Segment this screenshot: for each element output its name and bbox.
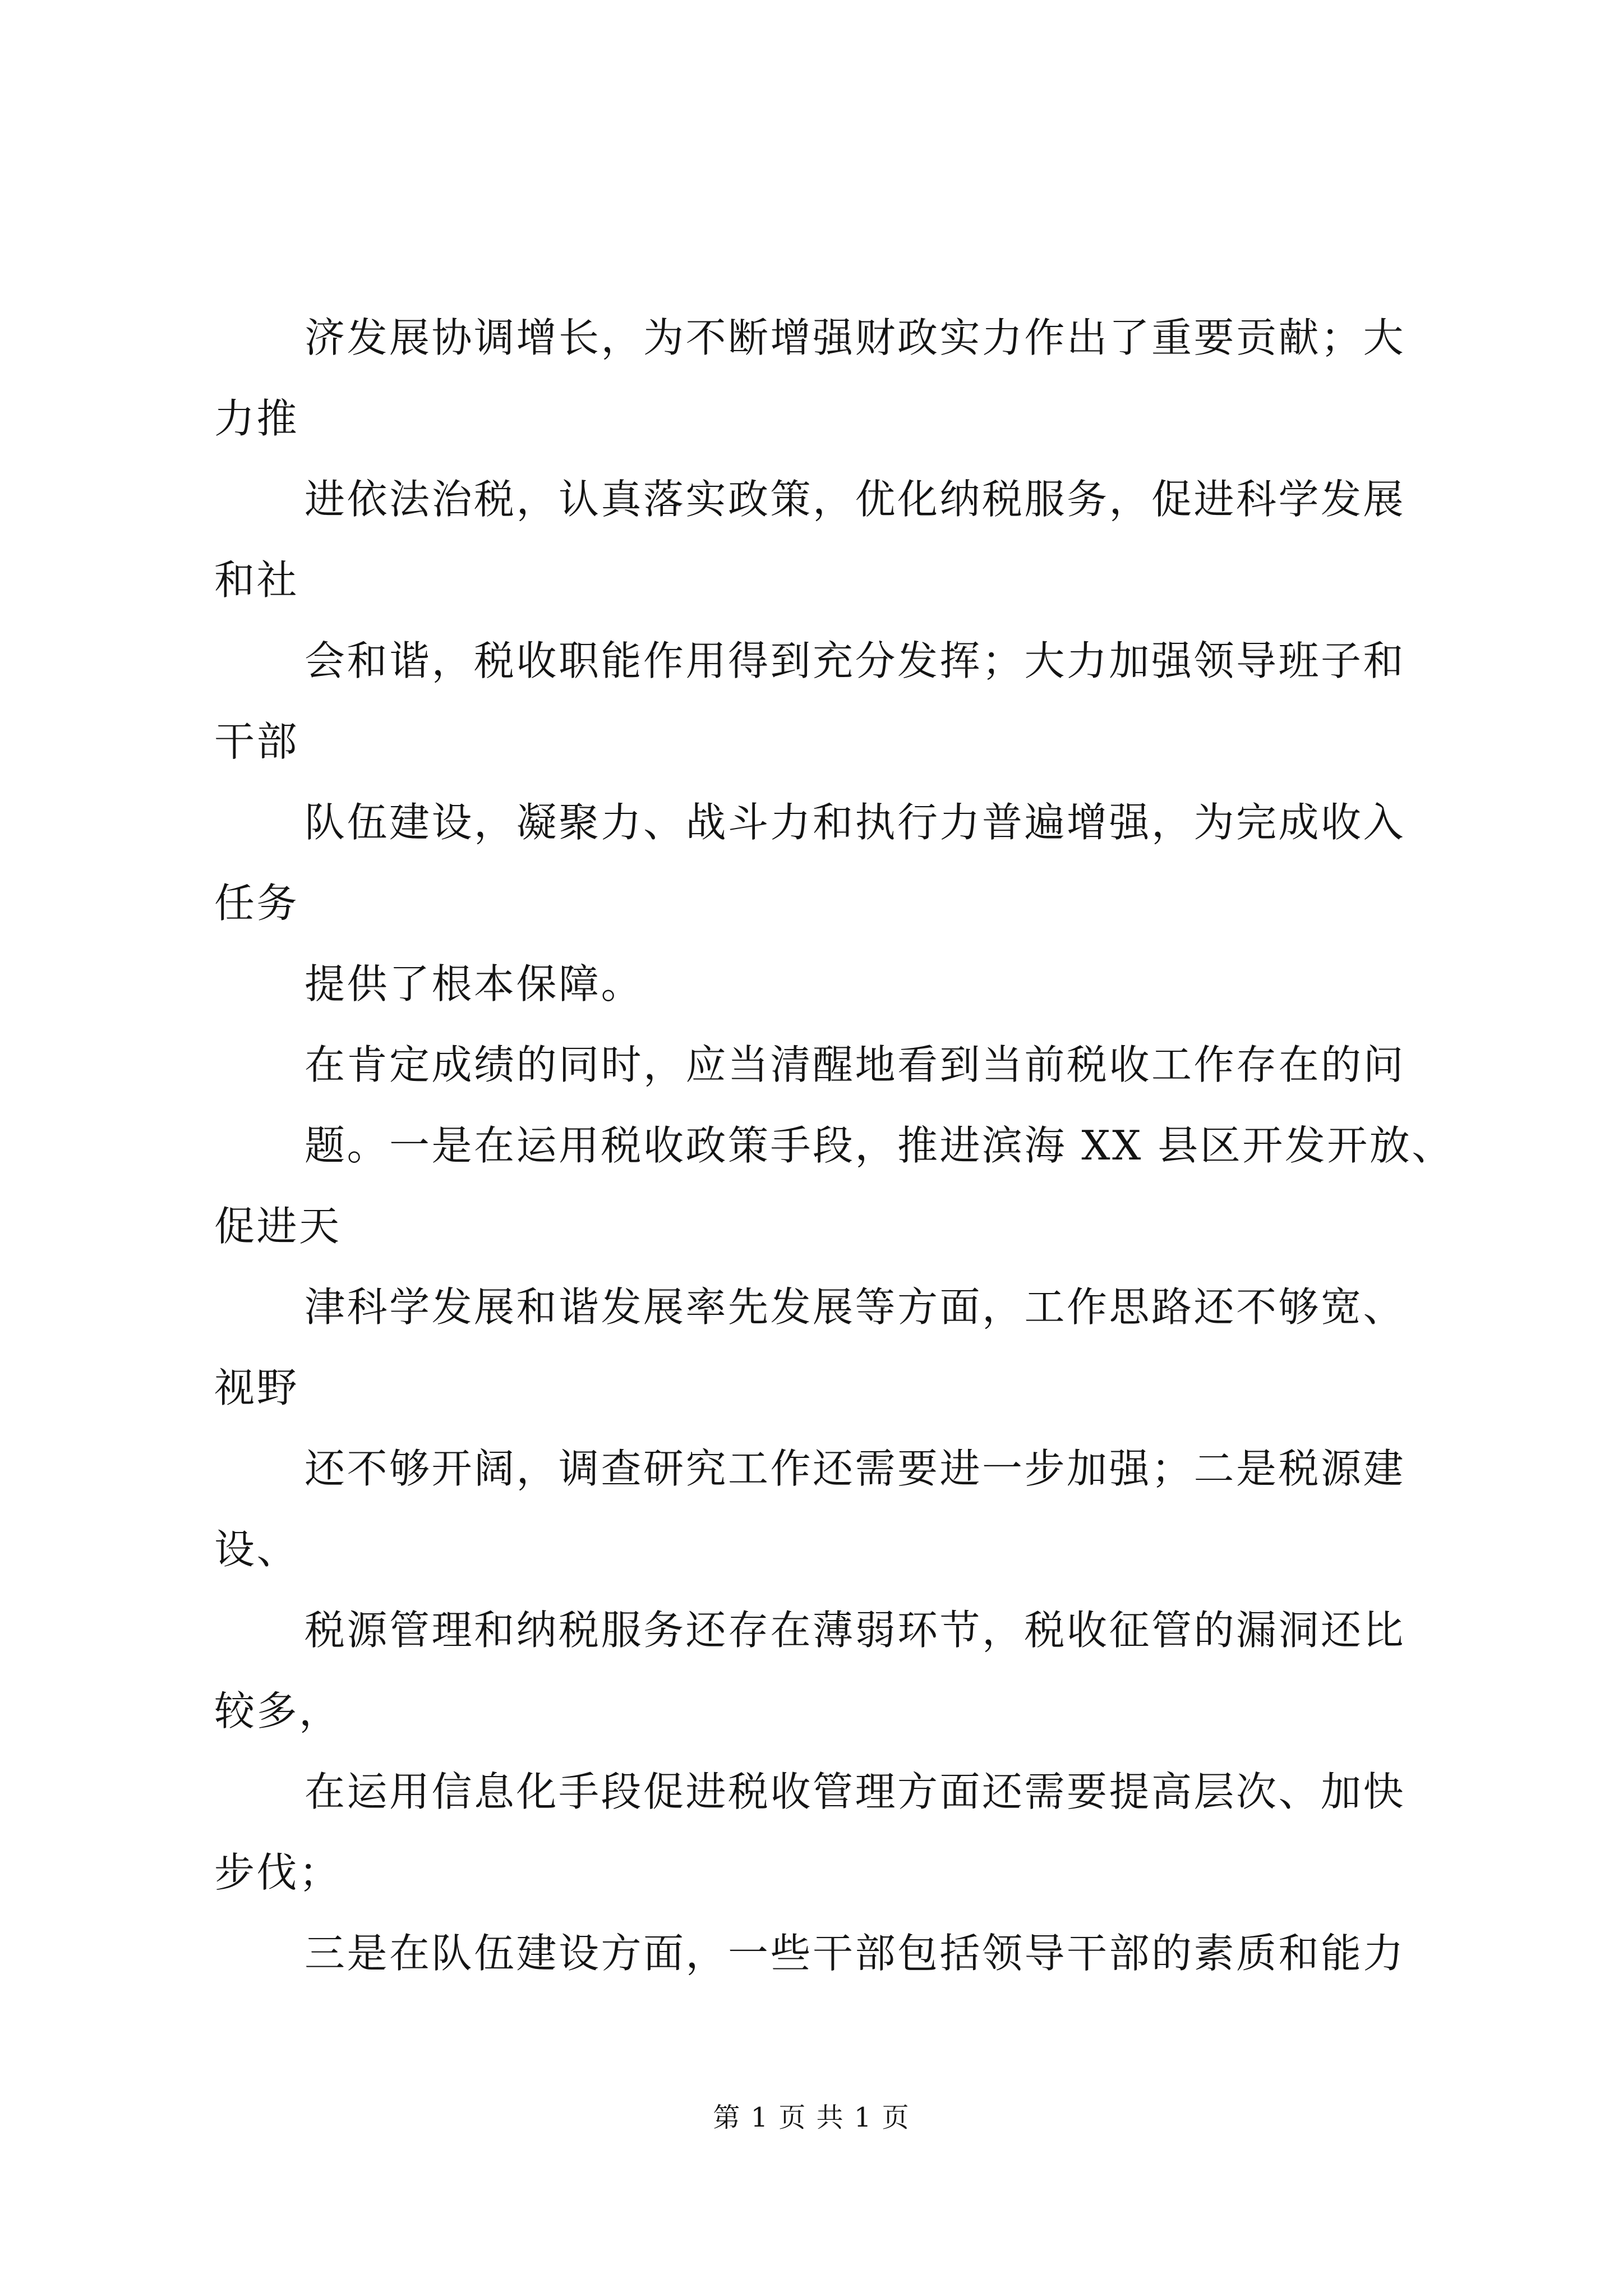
text-line: 三是在队伍建设方面，一些干部包括领导干部的素质和能力 [305,1930,1406,1977]
text-line: 队伍建设，凝聚力、战斗力和执行力普遍增强，为完成收入 [305,799,1406,846]
text-line: 济发展协调增长，为不断增强财政实力作出了重要贡献；大 [305,314,1406,361]
text-line: 税源管理和纳税服务还存在薄弱环节，税收征管的漏洞还比 [305,1607,1406,1654]
text-line: 进依法治税，认真落实政策，优化纳税服务，促进科学发展 [305,476,1406,523]
text-line: 会和谐，税收职能作用得到充分发挥；大力加强领导班子和 [305,637,1406,684]
text-line: 还不够开阔，调查研究工作还需要进一步加强；二是税源建 [305,1445,1406,1492]
text-line: 较多， [214,1687,342,1734]
page-footer: 第 1 页 共 1 页 [713,2102,910,2133]
text-line: 题。一是在运用税收政策手段，推进滨海 XX 县区开发开放、 [305,1122,1454,1169]
body-text [0,297,1623,1994]
text-line: 视野 [214,1364,299,1411]
text-line: 任务 [214,880,299,927]
text-line: 步伐； [214,1849,342,1896]
text-line: 干部 [214,718,299,765]
text-line: 提供了根本保障。 [305,960,644,1007]
text-line: 在肯定成绩的同时，应当清醒地看到当前税收工作存在的问 [305,1041,1406,1088]
text-line: 设、 [214,1526,299,1573]
text-line: 和社 [214,556,299,604]
text-line: 津科学发展和谐发展率先发展等方面，工作思路还不够宽、 [305,1283,1406,1331]
text-line: 力推 [214,395,299,442]
text-line: 促进天 [214,1203,342,1250]
text-line: 在运用信息化手段促进税收管理方面还需要提高层次、加快 [305,1768,1406,1815]
